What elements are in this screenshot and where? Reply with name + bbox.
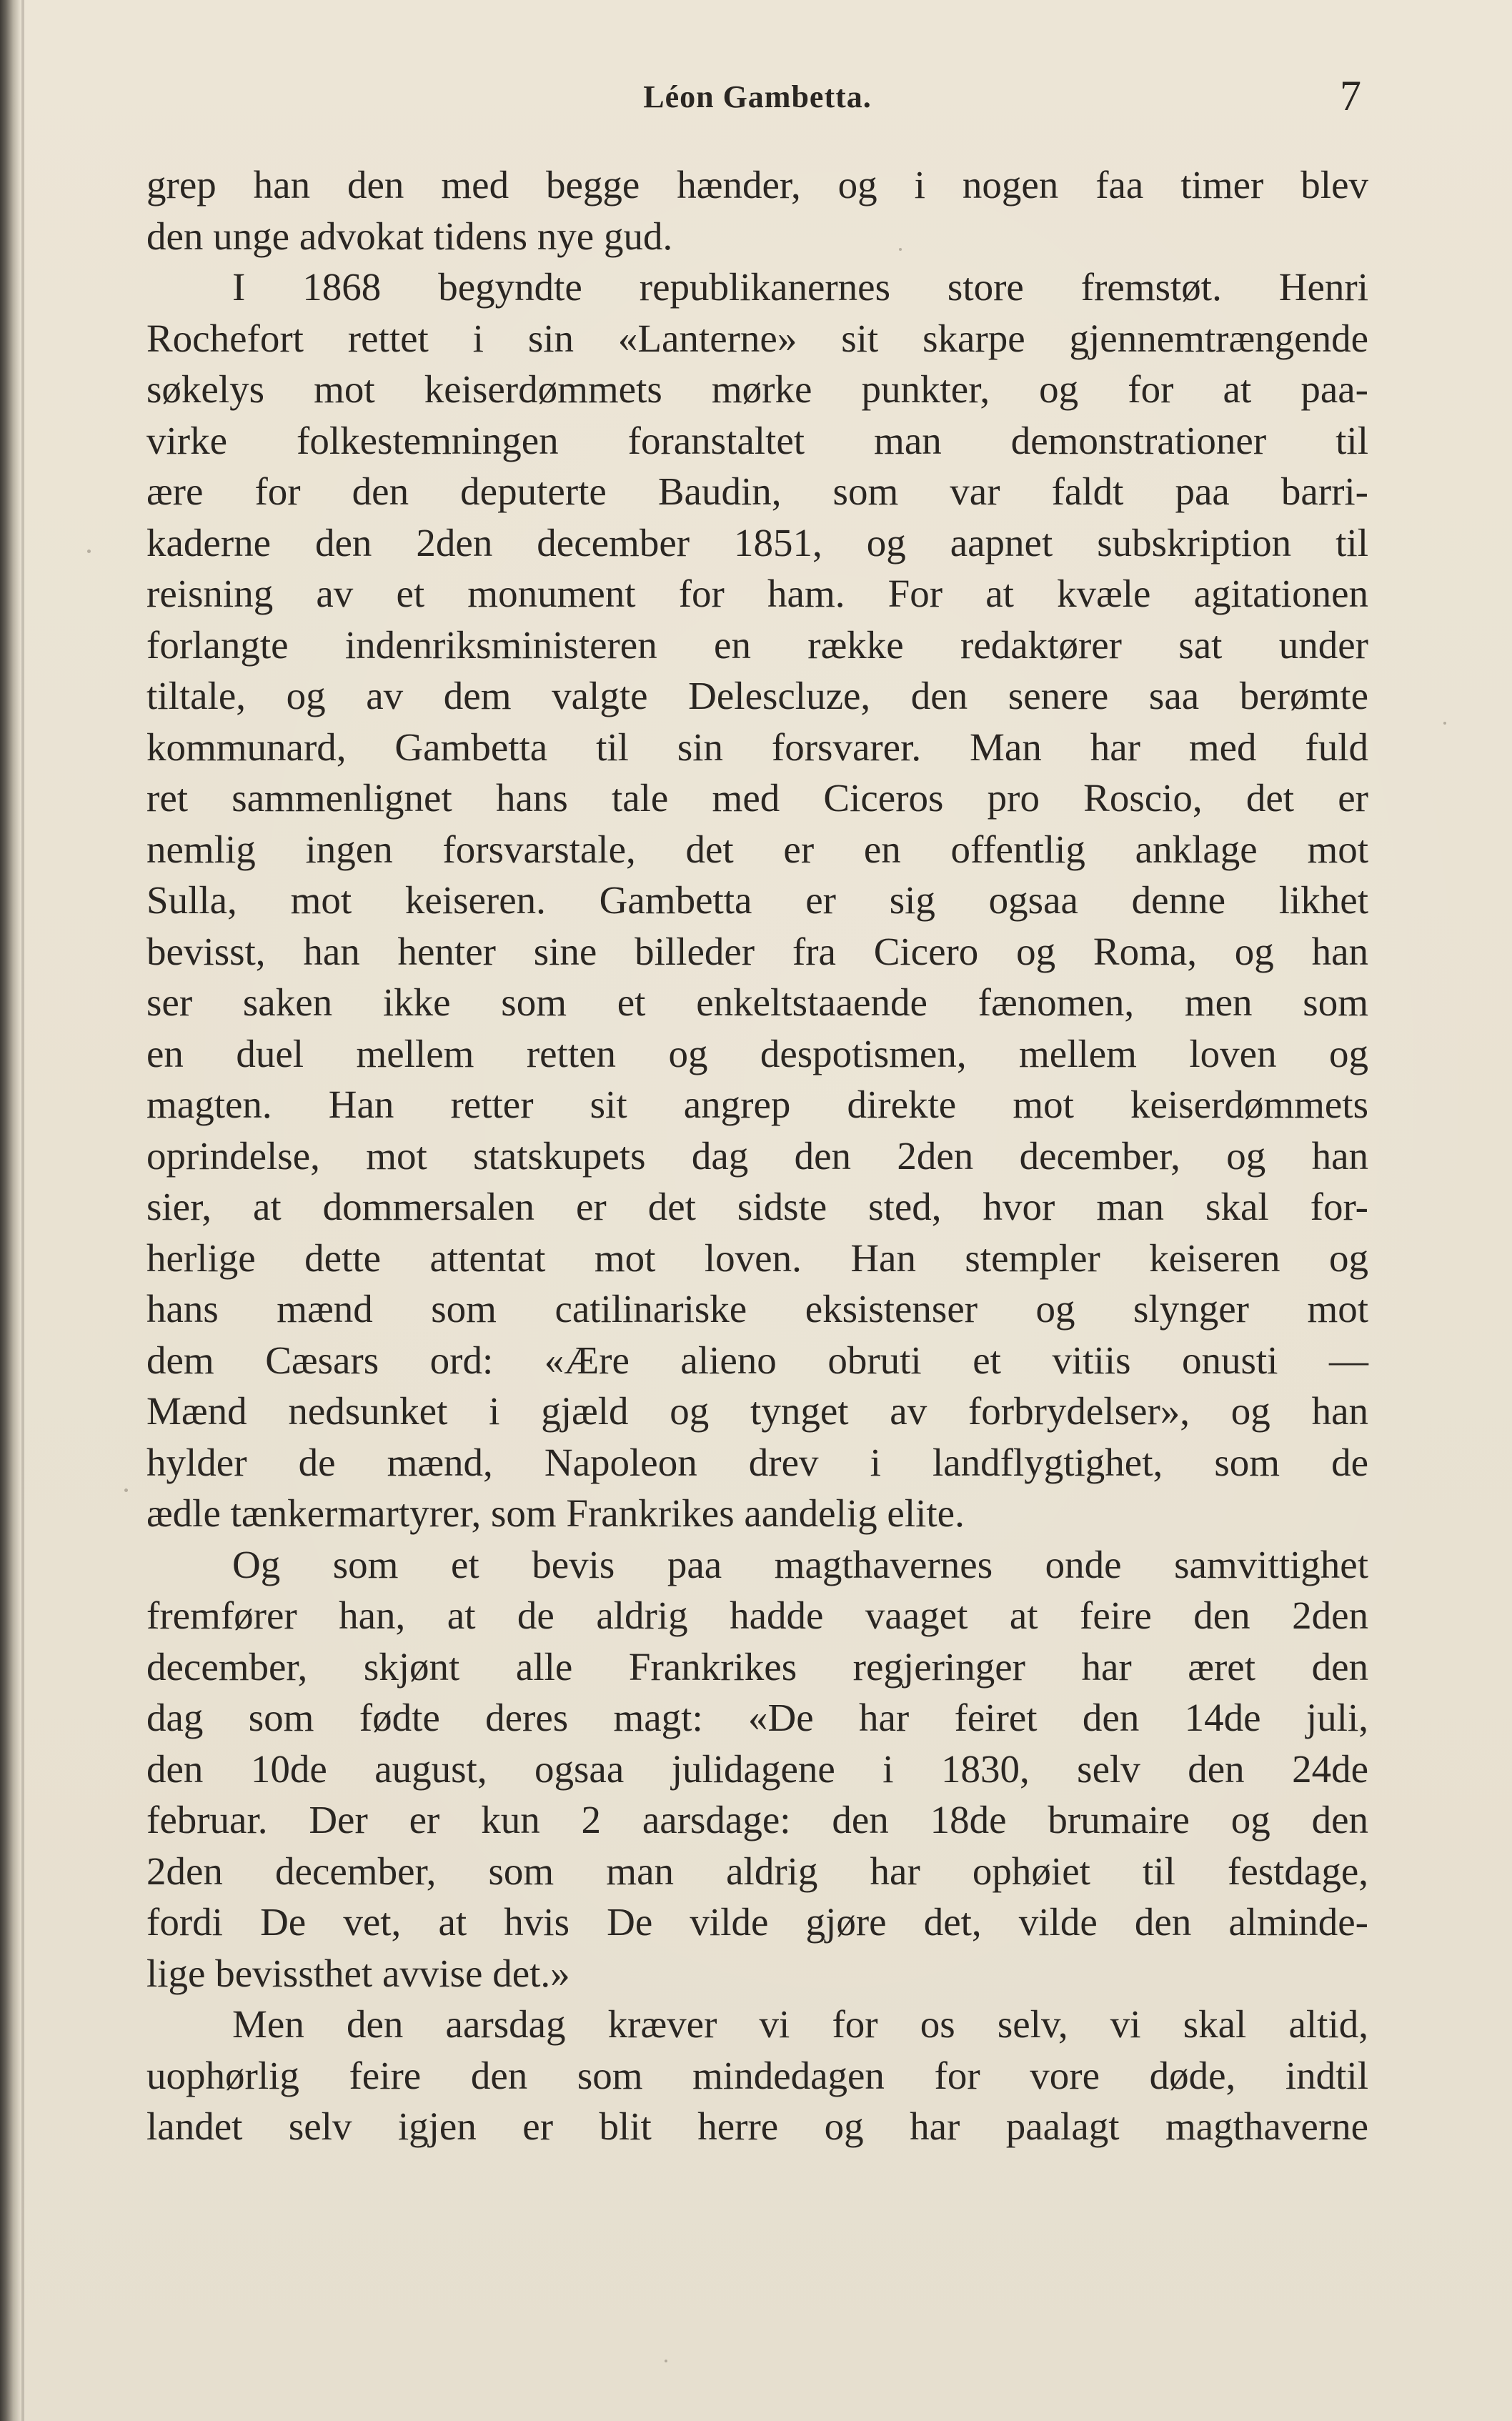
- text-line: oprindelse, mot statskupets dag den 2den december, og han: [146, 1133, 1368, 1178]
- text-line: I 1868 begyndte republikanernes store fremstøt. Henri: [232, 265, 1368, 309]
- text-line: søkelys mot keiserdømmets mørke punkter, og for at paa-: [146, 367, 1368, 411]
- text-line: dag som fødte deres magt: «De har feiret den 14de juli,: [146, 1696, 1368, 1739]
- text-line: virke folkestemningen foranstaltet man demonstrationer til: [146, 418, 1368, 462]
- text-line: hylder de mænd, Napoleon drev i landflygtighet, som de: [146, 1440, 1368, 1484]
- text-line: forlangte indenriksministeren en række redaktører sat under: [146, 622, 1368, 667]
- text-line: dem Cæsars ord: «Ære alieno obruti et vitiis onusti —: [146, 1338, 1368, 1382]
- text-line: hans mænd som catilinariske eksistenser og slynger mot: [146, 1287, 1368, 1331]
- text-line: herlige dette attentat mot loven. Han stempler keiseren og: [146, 1236, 1368, 1280]
- text-line: landet selv igjen er blit herre og har paalagt magthaverne: [146, 2104, 1368, 2148]
- text-line: kaderne den 2den december 1851, og aapnet subskription til: [146, 520, 1368, 565]
- running-title: Léon Gambetta.: [643, 79, 872, 114]
- text-line: Og som et bevis paa magthavernes onde samvittighet: [232, 1542, 1368, 1586]
- paper-speck: [1443, 722, 1446, 725]
- paper-speck: [124, 1488, 128, 1492]
- paper-speck: [665, 2360, 667, 2362]
- text-line: december, skjønt alle Frankrikes regjeringer har æret den: [146, 1644, 1368, 1689]
- text-line: nemlig ingen forsvarstale, det er en offentlig anklage mot: [146, 827, 1368, 871]
- text-line: Rochefort rettet i sin «Lanterne» sit skarpe gjennemtrængende: [146, 316, 1368, 360]
- text-line: ser saken ikke som et enkeltstaaende fænomen, men som: [146, 980, 1368, 1024]
- text-line: Sulla, mot keiseren. Gambetta er sig ogsaa denne likhet: [146, 878, 1368, 922]
- text-line: ret sammenlignet hans tale med Ciceros pro Roscio, det er: [146, 776, 1368, 820]
- text-line: februar. Der er kun 2 aarsdage: den 18de brumaire og den: [146, 1798, 1368, 1841]
- text-line: lige bevissthet avvise det.»: [146, 1951, 570, 1995]
- text-line: fremfører han, at de aldrig hadde vaaget at feire den 2den: [146, 1594, 1368, 1637]
- paper-speck: [1360, 293, 1362, 299]
- text-line: Men den aarsdag kræver vi for os selv, vi skal altid,: [232, 2002, 1368, 2046]
- text-line: magten. Han retter sit angrep direkte mot keiserdømmets: [146, 1083, 1368, 1126]
- text-line: 2den december, som man aldrig har ophøiet til festdage,: [146, 1849, 1368, 1893]
- text-line: fordi De vet, at hvis De vilde gjøre det, vilde den alminde-: [146, 1900, 1368, 1944]
- text-line: en duel mellem retten og despotismen, mellem loven og: [146, 1031, 1368, 1075]
- text-line: den 10de august, ogsaa julidagene i 1830, selv den 24de: [146, 1746, 1368, 1791]
- body-text: [146, 159, 1368, 2152]
- page-number: 7: [1340, 72, 1361, 119]
- page-header: [146, 71, 1368, 129]
- binding-shadow: [21, 0, 24, 2421]
- text-line: ædle tænkermartyrer, som Frankrikes aandelig elite.: [146, 1491, 965, 1535]
- text-line: tiltale, og av dem valgte Delescluze, den senere saa berømte: [146, 674, 1368, 717]
- text-line: ære for den deputerte Baudin, som var faldt paa barri-: [146, 469, 1368, 513]
- binding-edge: [0, 0, 21, 2421]
- text-line: bevisst, han henter sine billeder fra Cicero og Roma, og han: [146, 929, 1368, 973]
- text-line: den unge advokat tidens nye gud.: [146, 214, 673, 258]
- text-line: grep han den med begge hænder, og i nogen faa timer blev: [146, 163, 1368, 207]
- text-line: kommunard, Gambetta til sin forsvarer. Man har med fuld: [146, 725, 1368, 769]
- text-line: sier, at dommersalen er det sidste sted, hvor man skal for-: [146, 1185, 1368, 1228]
- paper-speck: [899, 248, 902, 251]
- text-line: uophørlig feire den som mindedagen for vore døde, indtil: [146, 2053, 1368, 2097]
- text-line: Mænd nedsunket i gjæld og tynget av forbrydelser», og han: [146, 1389, 1368, 1433]
- paper-speck: [87, 550, 91, 553]
- text-line: reisning av et monument for ham. For at kvæle agitationen: [146, 572, 1368, 615]
